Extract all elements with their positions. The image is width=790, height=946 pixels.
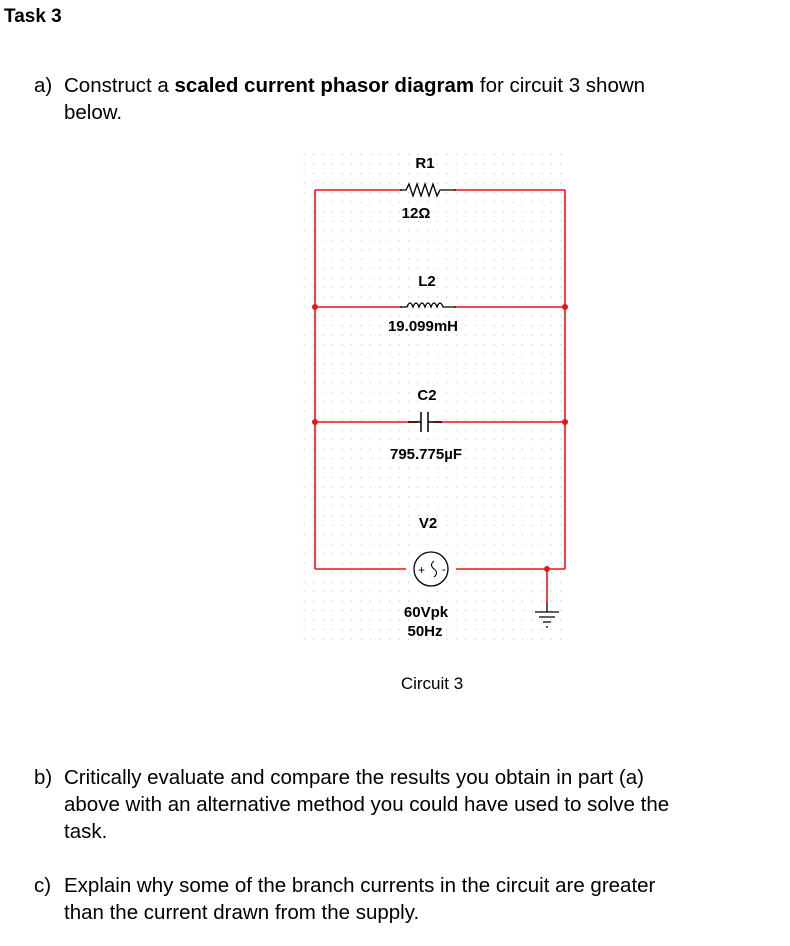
question-c-text [64, 872, 655, 926]
resistor-r1-name: R1 [415, 155, 435, 172]
question-c-line: Explain why some of the branch currents in the circuit are greater [64, 874, 656, 897]
question-b-line: above with an alternative method you could have used to solve the [64, 793, 670, 816]
junction-dot [312, 419, 318, 425]
source-v2-frequency: 50Hz [407, 623, 443, 640]
minus-sign-icon: - [442, 564, 446, 576]
junction-dot [562, 419, 568, 425]
question-c-label: c) [34, 874, 52, 897]
question-b-label: b) [34, 766, 53, 789]
question-b-text [64, 764, 669, 845]
question-c-line: than the current drawn from the supply. [64, 901, 420, 924]
question-b-line: task. [64, 820, 108, 843]
question-a-line2: below. [64, 101, 123, 124]
question-a-text-start: Construct a [64, 74, 175, 97]
resistor-r1-value: 12Ω [401, 205, 431, 222]
inductor-l2-name: L2 [418, 273, 436, 290]
circuit-diagram [290, 150, 580, 660]
inductor-l2-value: 19.099mH [387, 318, 459, 335]
junction-dot [562, 304, 568, 310]
question-a-text [64, 72, 645, 126]
capacitor-c2-name: C2 [417, 387, 437, 404]
plus-sign-icon: + [418, 563, 426, 577]
question-a-text-end: for circuit 3 shown [474, 74, 646, 97]
task-title: Task 3 [4, 6, 62, 27]
circuit-caption: Circuit 3 [400, 674, 464, 693]
junction-dot [312, 304, 318, 310]
source-v2-amplitude: 60Vpk [403, 604, 449, 621]
question-b-line: Critically evaluate and compare the results you obtain in part (a) [64, 766, 644, 789]
source-v2-name: V2 [418, 515, 438, 532]
question-a-bold: scaled current phasor diagram [174, 74, 475, 97]
capacitor-c2-value: 795.775µF [389, 446, 463, 463]
ground-junction-dot [544, 566, 550, 572]
question-a-label: a) [34, 74, 53, 97]
